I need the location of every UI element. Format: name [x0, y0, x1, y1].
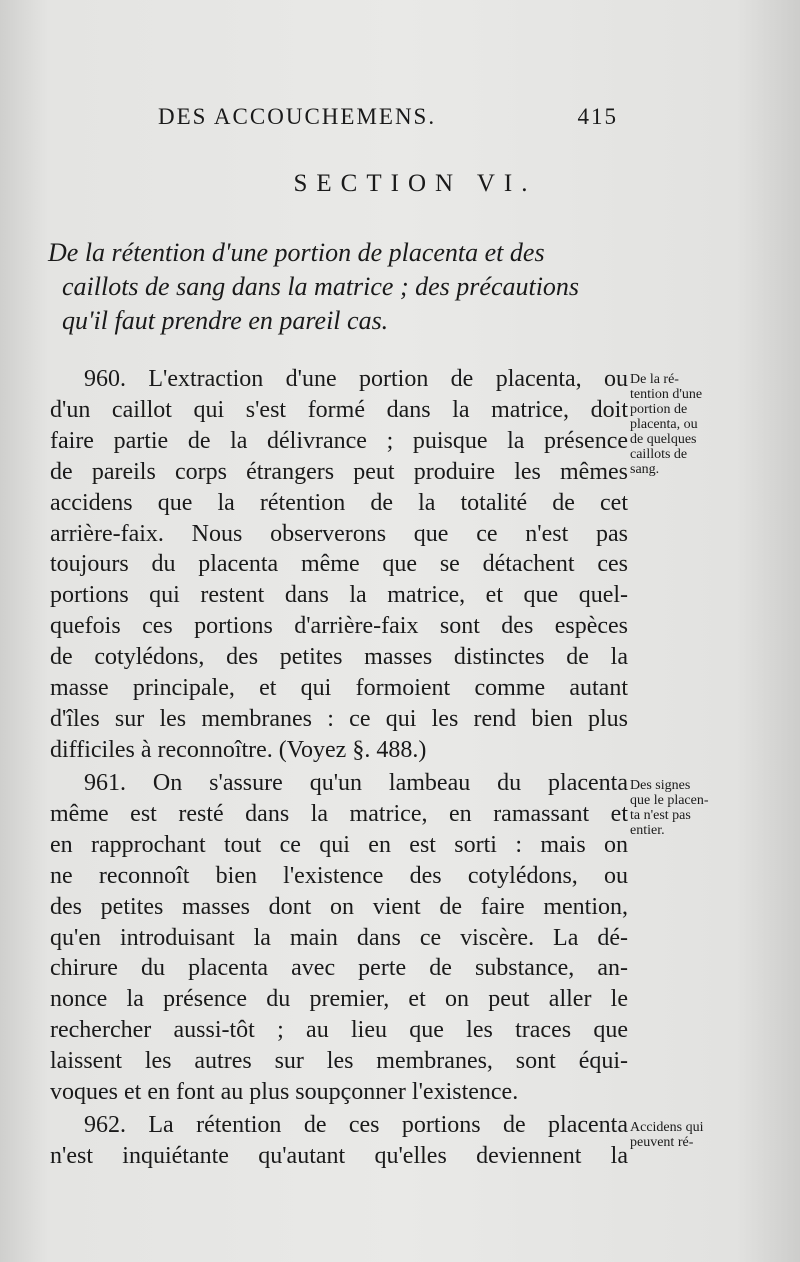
text-line: nonce la présence du premier, et on peut aller le [50, 986, 628, 1013]
section-heading: SECTION VI. [293, 170, 537, 197]
text-line: qu'en introduisant la main dans ce viscère. La dé- [50, 924, 628, 951]
margin-line: De la ré- [630, 372, 679, 387]
text-line: rechercher aussi-tôt ; au lieu que les traces que [50, 1017, 628, 1044]
text-line: toujours du placenta même que se détachent ces [50, 551, 628, 578]
text-line: accidens que la rétention de la totalité de cet [50, 489, 628, 516]
running-title: DES ACCOUCHEMENS. [158, 104, 437, 129]
text-line: ne reconnoît bien l'existence des cotylédons, ou [50, 862, 628, 889]
text-line: 961. On s'assure qu'un lambeau du placenta [84, 770, 628, 796]
paragraph-960 [50, 364, 628, 766]
text-line: chirure du placenta avec perte de substance, an- [50, 955, 628, 982]
title-line: qu'il faut prendre en pareil cas. [62, 306, 389, 335]
margin-line: Accidens qui [630, 1120, 704, 1135]
running-header [158, 104, 618, 130]
margin-line: ta n'est pas [630, 808, 691, 823]
paragraph-962 [50, 1110, 628, 1172]
text-line: en rapprochant tout ce qui en est sorti : mais on [50, 831, 628, 858]
margin-line: placenta, ou [630, 417, 698, 432]
text-line: quefois ces portions d'arrière-faix sont des espèces [50, 613, 628, 640]
text-line: laissent les autres sur les membranes, sont équi- [50, 1048, 628, 1075]
page-number: 415 [577, 104, 618, 129]
margin-line: caillots de [630, 447, 688, 462]
text-line: arrière-faix. Nous observerons que ce n'est pas [50, 520, 628, 547]
margin-note-962 [630, 1120, 770, 1150]
text-line: voques et en font au plus soupçonner l'existence. [50, 1079, 519, 1106]
text-line: portions qui restent dans la matrice, et que quel- [50, 582, 628, 609]
text-line: 962. La rétention de ces portions de placenta [84, 1112, 628, 1138]
text-line: de cotylédons, des petites masses distinctes de la [50, 644, 628, 671]
title-line: De la rétention d'une portion de placenta et des [48, 238, 545, 267]
margin-line: que le placen- [630, 793, 709, 808]
margin-line: Des signes [630, 778, 691, 793]
text-line: d'un caillot qui s'est formé dans la matrice, doit [50, 396, 628, 423]
paragraph-961 [50, 768, 628, 1108]
title-line: caillots de sang dans la matrice ; des précautions [62, 272, 580, 301]
margin-line: sang. [630, 462, 660, 477]
margin-line: portion de [630, 402, 688, 417]
text-line: 960. L'extraction d'une portion de placenta, ou [84, 366, 628, 392]
margin-note-960 [630, 372, 770, 477]
section-title [48, 236, 628, 338]
text-line: même est resté dans la matrice, en ramassant et [50, 800, 628, 827]
text-line: faire partie de la délivrance ; puisque la présence [50, 427, 628, 454]
text-line: de pareils corps étrangers peut produire les mêmes [50, 458, 628, 485]
margin-line: entier. [630, 823, 665, 838]
text-line: masse principale, et qui formoient comme autant [50, 675, 628, 702]
margin-line: tention d'une [630, 387, 703, 402]
margin-line: peuvent ré- [630, 1135, 694, 1150]
text-line: n'est inquiétante qu'autant qu'elles deviennent la [50, 1142, 628, 1169]
margin-note-961 [630, 778, 770, 838]
text-line: des petites masses dont on vient de faire mention, [50, 893, 628, 920]
text-line: difficiles à reconnoître. (Voyez §. 488.) [50, 736, 427, 763]
margin-line: de quelques [630, 432, 697, 447]
text-line: d'îles sur les membranes : ce qui les rend bien plus [50, 705, 628, 732]
